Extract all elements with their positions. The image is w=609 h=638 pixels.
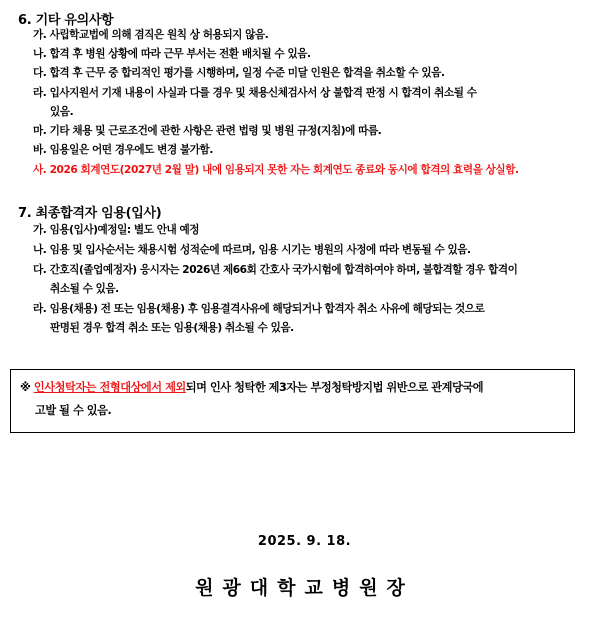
item-marker: 다.	[33, 67, 47, 79]
notice-text: 되며 인사 청탁한 제3자는 부정청탁방지법 위반으로 관계당국에	[185, 381, 484, 394]
item-marker: 라.	[33, 303, 47, 315]
item-text: 사립학교법에 의해 겸직은 원칙 상 허용되지 않음.	[49, 29, 269, 41]
item-text-continuation: 취소될 수 있음.	[50, 282, 119, 295]
item-marker: 나.	[33, 244, 47, 256]
item-marker: 나.	[33, 48, 47, 60]
item-marker: 사.	[33, 164, 47, 176]
notice-line-1	[20, 379, 483, 395]
item-text: 2026 회계연도(2027년 2월 말) 내에 임용되지 못한 자는 회계연도 종료와 동시에 합격의 효력을 상실함.	[49, 164, 519, 176]
section-6-title: 6. 기타 유의사항	[18, 13, 114, 28]
item-marker: 다.	[33, 264, 47, 276]
section-6-item-na	[33, 45, 599, 64]
item-text: 임용일은 어떤 경우에도 변경 불가함.	[49, 144, 213, 156]
reference-mark-symbol: ※	[20, 381, 31, 394]
section-6-item-ba	[33, 141, 599, 160]
section-7-item-ga	[33, 221, 599, 240]
notice-highlight: 인사청탁자는 전형대상에서 제외	[33, 381, 186, 394]
item-text: 임용 및 입사순서는 채용시험 성적순에 따르며, 임용 시기는 병원의 사정에 따라 변동될 수 있음.	[49, 244, 471, 256]
document-date: 2025. 9. 18.	[257, 534, 352, 549]
item-marker: 바.	[33, 144, 47, 156]
item-text-continuation: 있음.	[50, 105, 74, 118]
item-marker: 마.	[33, 125, 47, 137]
item-marker: 가.	[33, 29, 47, 41]
notice-box	[10, 369, 575, 433]
item-text: 합격 후 병원 상황에 따라 근무 부서는 전환 배치될 수 있음.	[49, 48, 311, 60]
section-6-item-da	[33, 64, 599, 83]
notice-line-2: 고발 될 수 있음.	[35, 404, 112, 417]
section-7-item-da	[33, 261, 599, 295]
section-7-title: 7. 최종합격자 임용(입사)	[18, 206, 162, 221]
issuer-signature: 원광대학교병원장	[195, 577, 414, 599]
section-6-item-ma	[33, 122, 599, 141]
section-6-item-ga	[33, 26, 599, 45]
section-7-item-na	[33, 241, 599, 260]
item-text: 기타 채용 및 근로조건에 관한 사항은 관련 법령 및 병원 규정(지침)에 따름.	[49, 125, 382, 137]
item-text-continuation: 판명된 경우 합격 취소 또는 임용(채용) 취소될 수 있음.	[50, 321, 294, 334]
item-text: 합격 후 근무 중 합리적인 평가를 시행하며, 일정 수준 미달 인원은 합격을 취소할 수 있음.	[49, 67, 445, 79]
item-text: 임용(입사)예정일: 별도 안내 예정	[49, 224, 200, 236]
item-marker: 라.	[33, 87, 47, 99]
section-7-item-ra	[33, 300, 599, 334]
section-6-item-ra	[33, 84, 599, 118]
section-6-item-sa	[33, 161, 599, 180]
item-text: 간호직(졸업예정자) 응시자는 2026년 제66회 간호사 국가시험에 합격하여야 하며, 불합격할 경우 합격이	[49, 264, 518, 276]
item-marker: 가.	[33, 224, 47, 236]
item-text: 입사지원서 기재 내용이 사실과 다를 경우 및 채용신체검사서 상 불합격 판정 시 합격이 취소될 수	[49, 87, 477, 99]
item-text: 임용(채용) 전 또는 임용(채용) 후 임용결격사유에 해당되거나 합격자 취소 사유에 해당되는 것으로	[49, 303, 485, 315]
